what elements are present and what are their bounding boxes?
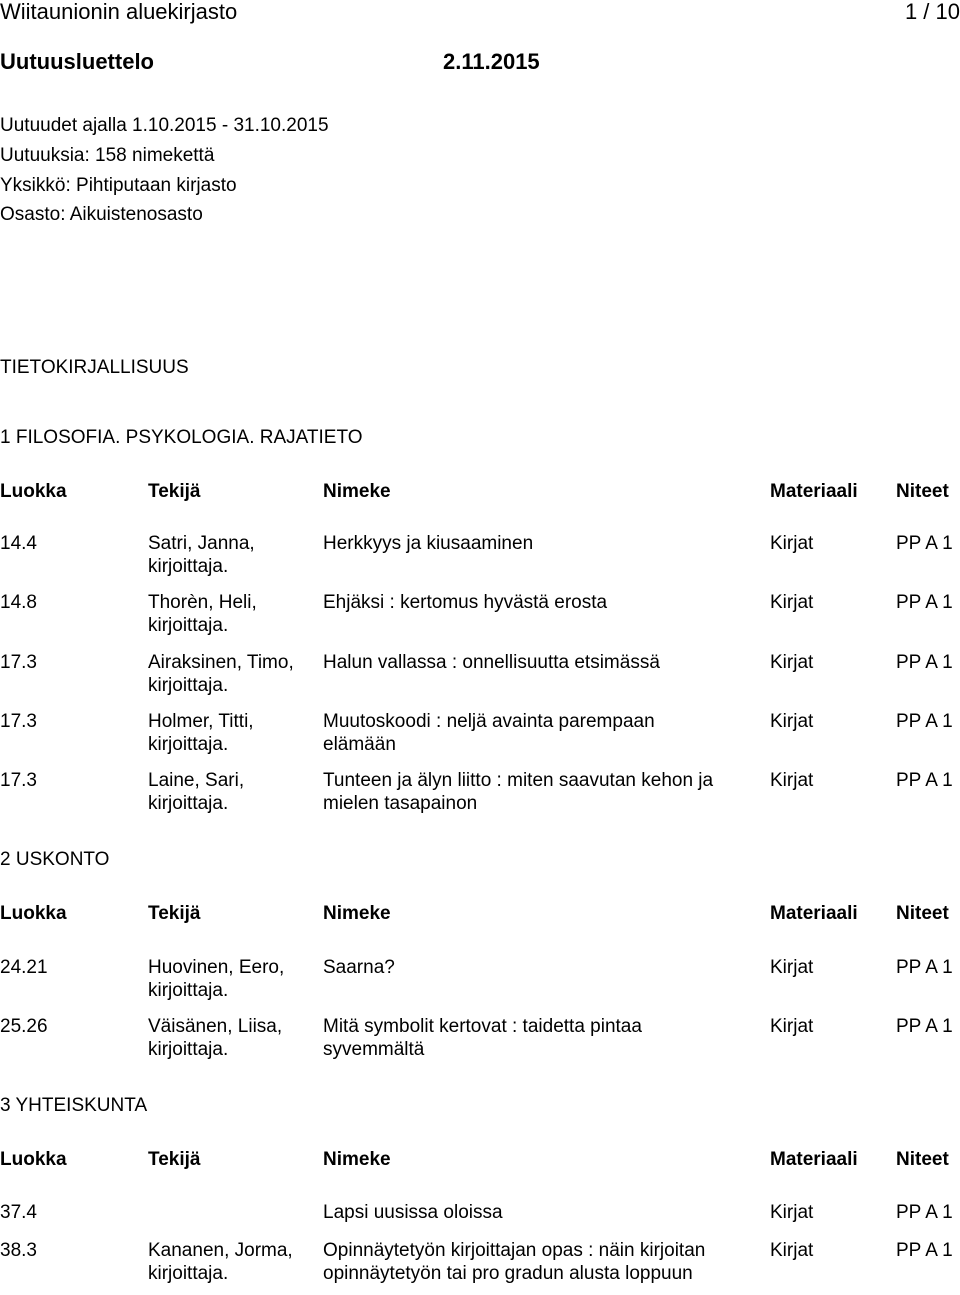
cell-luokka: 38.3 [0,1240,37,1261]
cell-nimeke: Ehjäksi : kertomus hyvästä erosta [323,592,608,613]
col-materiaali: Materiaali [770,903,858,924]
table-row [0,532,960,588]
cell-luokka: 14.4 [0,533,37,554]
cell-materiaali: Kirjat [770,1240,814,1261]
cell-niteet: PP A 1 [896,592,953,613]
library-name: Wiitaunionin aluekirjasto [0,0,238,24]
col-niteet: Niteet [896,481,949,502]
table-row [0,1015,960,1071]
cell-nimeke: Saarna? [323,957,395,978]
cell-tekija: Väisänen, Liisa, kirjoittaja. [148,1016,283,1060]
table-row [0,769,960,825]
cell-materiaali: Kirjat [770,1016,814,1037]
col-niteet: Niteet [896,903,949,924]
list-title: Uutuusluettelo [0,49,154,74]
col-luokka: Luokka [0,1149,67,1170]
item-count: Uutuuksia: 158 nimekettä [0,145,215,166]
cell-nimeke: Tunteen ja älyn liitto : miten saavutan kehon ja mielen tasapainon [323,770,714,814]
cell-nimeke: Lapsi uusissa oloissa [323,1202,503,1223]
cell-materiaali: Kirjat [770,592,814,613]
cell-nimeke: Herkkyys ja kiusaaminen [323,533,534,554]
table-row [0,710,960,766]
cell-nimeke: Halun vallassa : onnellisuutta etsimässä [323,652,660,673]
cell-luokka: 17.3 [0,770,37,791]
table-row [0,591,960,647]
table-row [0,1239,960,1295]
col-tekija: Tekijä [148,903,201,924]
section-title: 1 FILOSOFIA. PSYKOLOGIA. RAJATIETO [0,427,363,448]
page-number: 1 / 10 [904,0,960,24]
col-niteet: Niteet [896,1149,949,1170]
cell-luokka: 17.3 [0,711,37,732]
cell-niteet: PP A 1 [896,533,953,554]
table-row [0,651,960,707]
col-nimeke: Nimeke [323,903,391,924]
unit-info: Yksikkö: Pihtiputaan kirjasto [0,175,237,196]
cell-niteet: PP A 1 [896,957,953,978]
cell-tekija: Airaksinen, Timo, kirjoittaja. [148,652,294,696]
cell-materiaali: Kirjat [770,652,814,673]
section-title: 2 USKONTO [0,849,110,870]
cell-tekija: Huovinen, Eero, kirjoittaja. [148,957,285,1001]
cell-luokka: 17.3 [0,652,37,673]
table-header [0,902,960,958]
cell-nimeke: Opinnäytetyön kirjoittajan opas : näin kirjoitan opinnäytetyön tai pro gradun alusta loppuun [323,1240,706,1284]
cell-materiaali: Kirjat [770,770,814,791]
cell-luokka: 37.4 [0,1202,37,1223]
cell-tekija: Satri, Janna, kirjoittaja. [148,533,255,577]
cell-materiaali: Kirjat [770,1202,814,1223]
cell-tekija: Holmer, Titti, kirjoittaja. [148,711,254,755]
date-range: Uutuudet ajalla 1.10.2015 - 31.10.2015 [0,115,329,136]
col-materiaali: Materiaali [770,1149,858,1170]
col-nimeke: Nimeke [323,481,391,502]
cell-niteet: PP A 1 [896,1240,953,1261]
cell-tekija: Laine, Sari, kirjoittaja. [148,770,245,814]
col-nimeke: Nimeke [323,1149,391,1170]
cell-luokka: 25.26 [0,1016,48,1037]
cell-nimeke: Mitä symbolit kertovat : taidetta pintaa syvemmältä [323,1016,642,1060]
cell-luokka: 14.8 [0,592,37,613]
col-materiaali: Materiaali [770,481,858,502]
cell-niteet: PP A 1 [896,711,953,732]
cell-tekija: Kananen, Jorma, kirjoittaja. [148,1240,293,1284]
main-heading: TIETOKIRJALLISUUS [0,357,189,378]
col-tekija: Tekijä [148,1149,201,1170]
table-header [0,1148,960,1204]
cell-niteet: PP A 1 [896,1016,953,1037]
cell-niteet: PP A 1 [896,770,953,791]
cell-materiaali: Kirjat [770,533,814,554]
cell-niteet: PP A 1 [896,1202,953,1223]
cell-niteet: PP A 1 [896,652,953,673]
list-date: 2.11.2015 [443,49,540,74]
section-title: 3 YHTEISKUNTA [0,1095,148,1116]
table-header [0,480,960,536]
department-info: Osasto: Aikuistenosasto [0,204,203,225]
cell-materiaali: Kirjat [770,957,814,978]
cell-luokka: 24.21 [0,957,48,978]
cell-materiaali: Kirjat [770,711,814,732]
col-luokka: Luokka [0,903,67,924]
col-luokka: Luokka [0,481,67,502]
cell-nimeke: Muutoskoodi : neljä avainta parempaan elämään [323,711,655,755]
cell-tekija: Thorèn, Heli, kirjoittaja. [148,592,257,636]
col-tekija: Tekijä [148,481,201,502]
table-row [0,956,960,1012]
